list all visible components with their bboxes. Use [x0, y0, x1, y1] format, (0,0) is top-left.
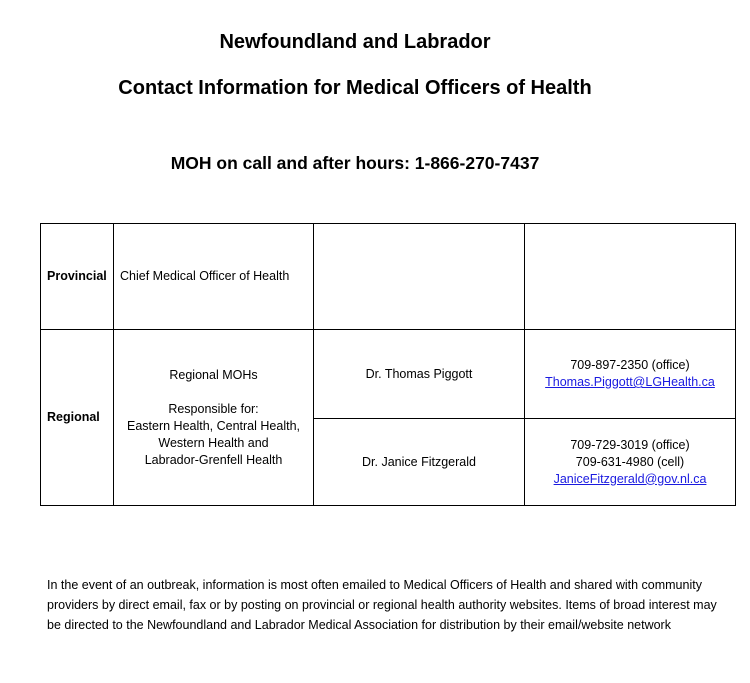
role-cell-regional — [114, 330, 314, 506]
responsible-line: Western Health and — [158, 435, 269, 450]
responsible-line: Labrador-Grenfell Health — [144, 452, 283, 467]
table-row-provincial — [41, 224, 736, 330]
responsible-heading: Responsible for: — [168, 401, 259, 416]
email-link[interactable]: Thomas.Piggott@LGHealth.ca — [545, 375, 715, 389]
contact-table — [40, 223, 736, 506]
phone-cell: 709-631-4980 (cell) — [575, 454, 685, 469]
name-cell-provincial — [314, 224, 525, 330]
officer-name: Dr. Janice Fitzgerald — [314, 419, 525, 506]
contact-cell-provincial — [525, 224, 736, 330]
phone-office: 709-897-2350 (office) — [570, 358, 690, 372]
regional-role-title: Regional MOHs — [169, 367, 258, 382]
on-call-phone-line: MOH on call and after hours: 1-866-270-7437 — [170, 153, 540, 173]
document-title-province: Newfoundland and Labrador — [219, 31, 491, 53]
officer-name: Dr. Thomas Piggott — [314, 330, 525, 419]
level-label-regional: Regional — [41, 330, 114, 506]
officer-contact-cell — [525, 330, 736, 419]
officer-contact-cell — [525, 419, 736, 506]
table-row-regional-1 — [41, 330, 736, 419]
document-title: Contact Information for Medical Officers of Health — [118, 77, 592, 99]
role-cell-provincial: Chief Medical Officer of Health — [114, 224, 314, 330]
level-label-provincial: Provincial — [41, 224, 114, 330]
email-link[interactable]: JaniceFitzgerald@gov.nl.ca — [553, 471, 707, 486]
responsible-line: Eastern Health, Central Health, — [126, 418, 300, 433]
phone-office: 709-729-3019 (office) — [570, 437, 690, 452]
outbreak-note-paragraph: In the event of an outbreak, information is most often emailed to Medical Officers of Health and shared with community providers by direct email, fax or by posting on provincial or regional health authority websites. Items of broad interest may be directed to the Newfoundland and Labrador Medical Association for distribution by their email/website network — [47, 578, 717, 632]
